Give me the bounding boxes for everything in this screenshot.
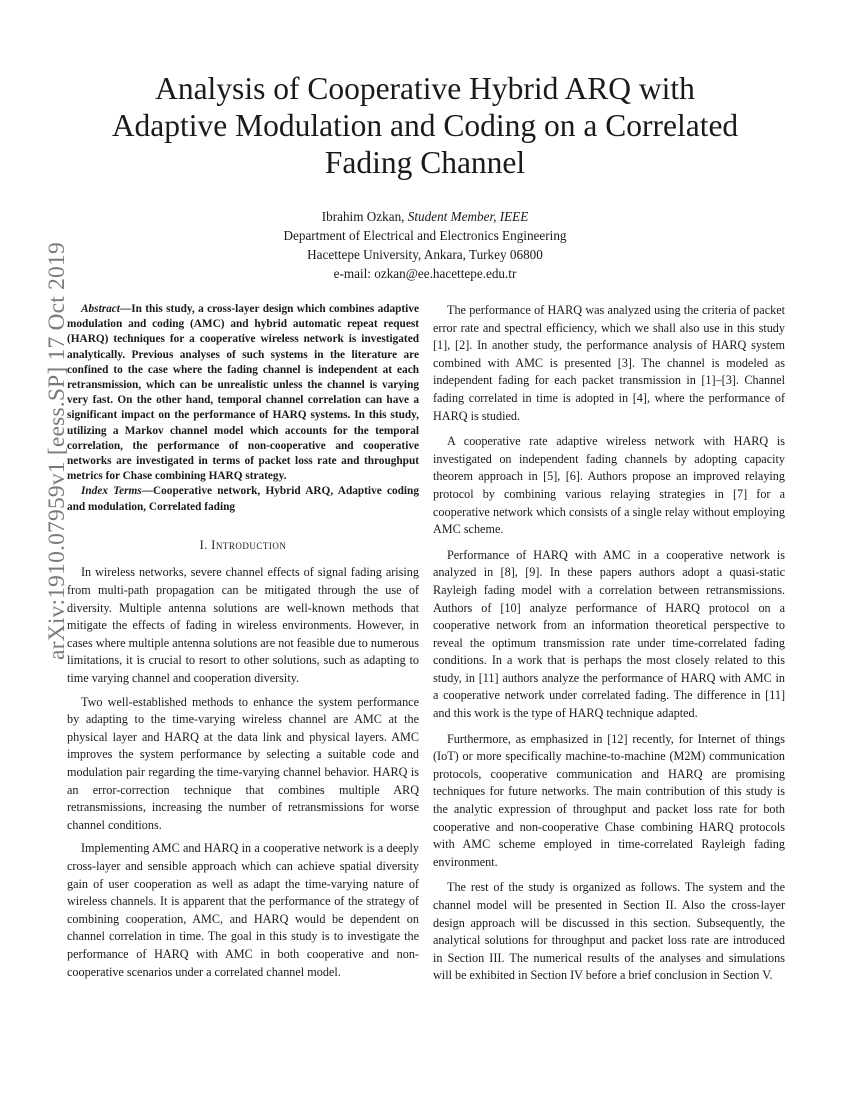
author-role: Student Member, IEEE <box>407 209 529 224</box>
author-department: Department of Electrical and Electronics Engineering <box>283 228 567 243</box>
body-paragraph: Furthermore, as emphasized in [12] recently, for Internet of things (IoT) or more specifically machine-to-machine (M2M) communication protocols, cooperative communication and HARQ are promising techniques for future networks. The main contribution of this study is the analytic expression of throughput and packet loss rate for both cooperative and non-cooperative Chase combining HARQ protocols with AMC scheme employed in time-correlated Rayleigh fading environment. <box>433 731 785 869</box>
abstract-label: Abstract <box>81 303 120 315</box>
body-paragraph: The performance of HARQ was analyzed using the criteria of packet error rate and spectral efficiency, which we shall also use in this study [1], [2]. In another study, the performance analysis of HARQ system combined with AMC is presented [3]. The channel is modeled as independent fading for each packet transmission in [1]–[3]. Channel fading correlated in time is adopted in [4], where the performance of HARQ is studied. <box>433 303 785 423</box>
index-terms-text: —Cooperative network, Hybrid ARQ, Adaptive coding and modulation, Correlated fading <box>67 485 419 513</box>
abstract-text: —In this study, a cross-layer design which combines adaptive modulation and coding (AMC) and hybrid automatic repeat request (HARQ) techniques for a cooperative wireless network is investigated analytically. Previous analyses of such systems in the literature are confined to the case where the fading channel is independent at each retransmission, which can be unrealistic unless the channel is varying very fast. On the other hand, temporal channel correlation can have a significant impact on the performance of HARQ systems. In this study, utilizing a Markov channel model which accounts for the temporal correlation, the performance of non-cooperative and cooperative networks are investigated in terms of packet loss rate and throughput metrics for Chase combining HARQ strategy. <box>67 303 419 483</box>
body-paragraph: Two well-established methods to enhance the system performance by adapting to the time-varying wireless channel are AMC at the physical layer and HARQ at the data link and physical layers. AMC improves the system performance by selecting a suitable code and modulation pair regarding the time-varying channel behavior. HARQ is an error-correction technique that combines multiple ARQ retransmissions, increasing the number of retransmissions for worse channel conditions. <box>67 694 419 832</box>
title-line: Fading Channel <box>324 145 526 180</box>
title-line: Adaptive Modulation and Coding on a Correlated <box>111 108 739 143</box>
author-block <box>150 207 700 283</box>
section-heading <box>67 537 419 555</box>
left-column <box>67 302 419 987</box>
paper-title <box>60 70 790 181</box>
arxiv-stamp: arXiv:1910.07959v1 [eess.SP] 17 Oct 2019 <box>44 242 70 660</box>
author-line <box>150 207 700 226</box>
body-paragraph: In wireless networks, severe channel effects of signal fading arising from multi-path propagation can be mitigated through the use of diversity. Multiple antenna solutions are well-known methods that mitigate the effects of fading in wireless environments. However, in cases where multiple antenna solutions are not feasible due to numerous limitations, it is crucial to resort to other solutions, such as adapting to time varying channel and cooperation diversity. <box>67 565 419 685</box>
abstract <box>67 302 419 515</box>
section-name: Introduction <box>211 537 287 552</box>
author-university: Hacettepe University, Ankara, Turkey 06800 <box>307 247 543 262</box>
body-paragraph: A cooperative rate adaptive wireless network with HARQ is investigated on independent fading channels by adopting capacity theorem approach in [5], [6]. Authors propose an improved relaying protocol by combining various relaying strategies in [7] for a cooperative network which consists of a single relay without employing AMC scheme. <box>433 434 785 537</box>
author-name: Ibrahim Ozkan, <box>321 209 405 224</box>
body-paragraph: Implementing AMC and HARQ in a cooperative network is a deeply cross-layer and sensible approach which can achieve spatial diversity gain of user cooperation as well as adapt the time-varying nature of wireless channels. It is apparent that the performance of the strategy of combining cooperation, AMC, and HARQ would be dependent on channel correlation in time. The goal in this study is to investigate the performance of HARQ with AMC in both cooperative and non-cooperative scenarios under a correlated channel model. <box>67 841 419 979</box>
index-terms-label: Index Terms <box>81 485 142 498</box>
body-paragraph: Performance of HARQ with AMC in a cooperative network is analyzed in [8], [9]. In these papers authors adopt a quasi-static Rayleigh fading model with a correlation between retransmissions. Authors of [10] analyze performance of HARQ protocol on a cooperative network from an information theoretical perspective to reveal the optimum transmission rate under time-correlated fading conditions. In a work that is perhaps the most closely related to this study, in [11] authors analyze the performance of HARQ with AMC in a cooperative network under correlated fading. The difference in [11] and this work is the type of HARQ technique adapted. <box>433 547 785 721</box>
right-column <box>433 302 785 993</box>
section-numeral: I. <box>199 537 208 552</box>
body-paragraph: The rest of the study is organized as follows. The system and the channel model will be presented in Section II. Also the cross-layer design approach will be discussed in this section. Subsequently, the analytical solutions for throughput and packet loss rate are introduced in Section III. The numerical results of the analyses and simulations will be exhibited in Section IV before a brief conclusion in Section V. <box>433 880 785 983</box>
author-email: e-mail: ozkan@ee.hacettepe.edu.tr <box>333 266 517 281</box>
title-line: Analysis of Cooperative Hybrid ARQ with <box>155 71 695 106</box>
